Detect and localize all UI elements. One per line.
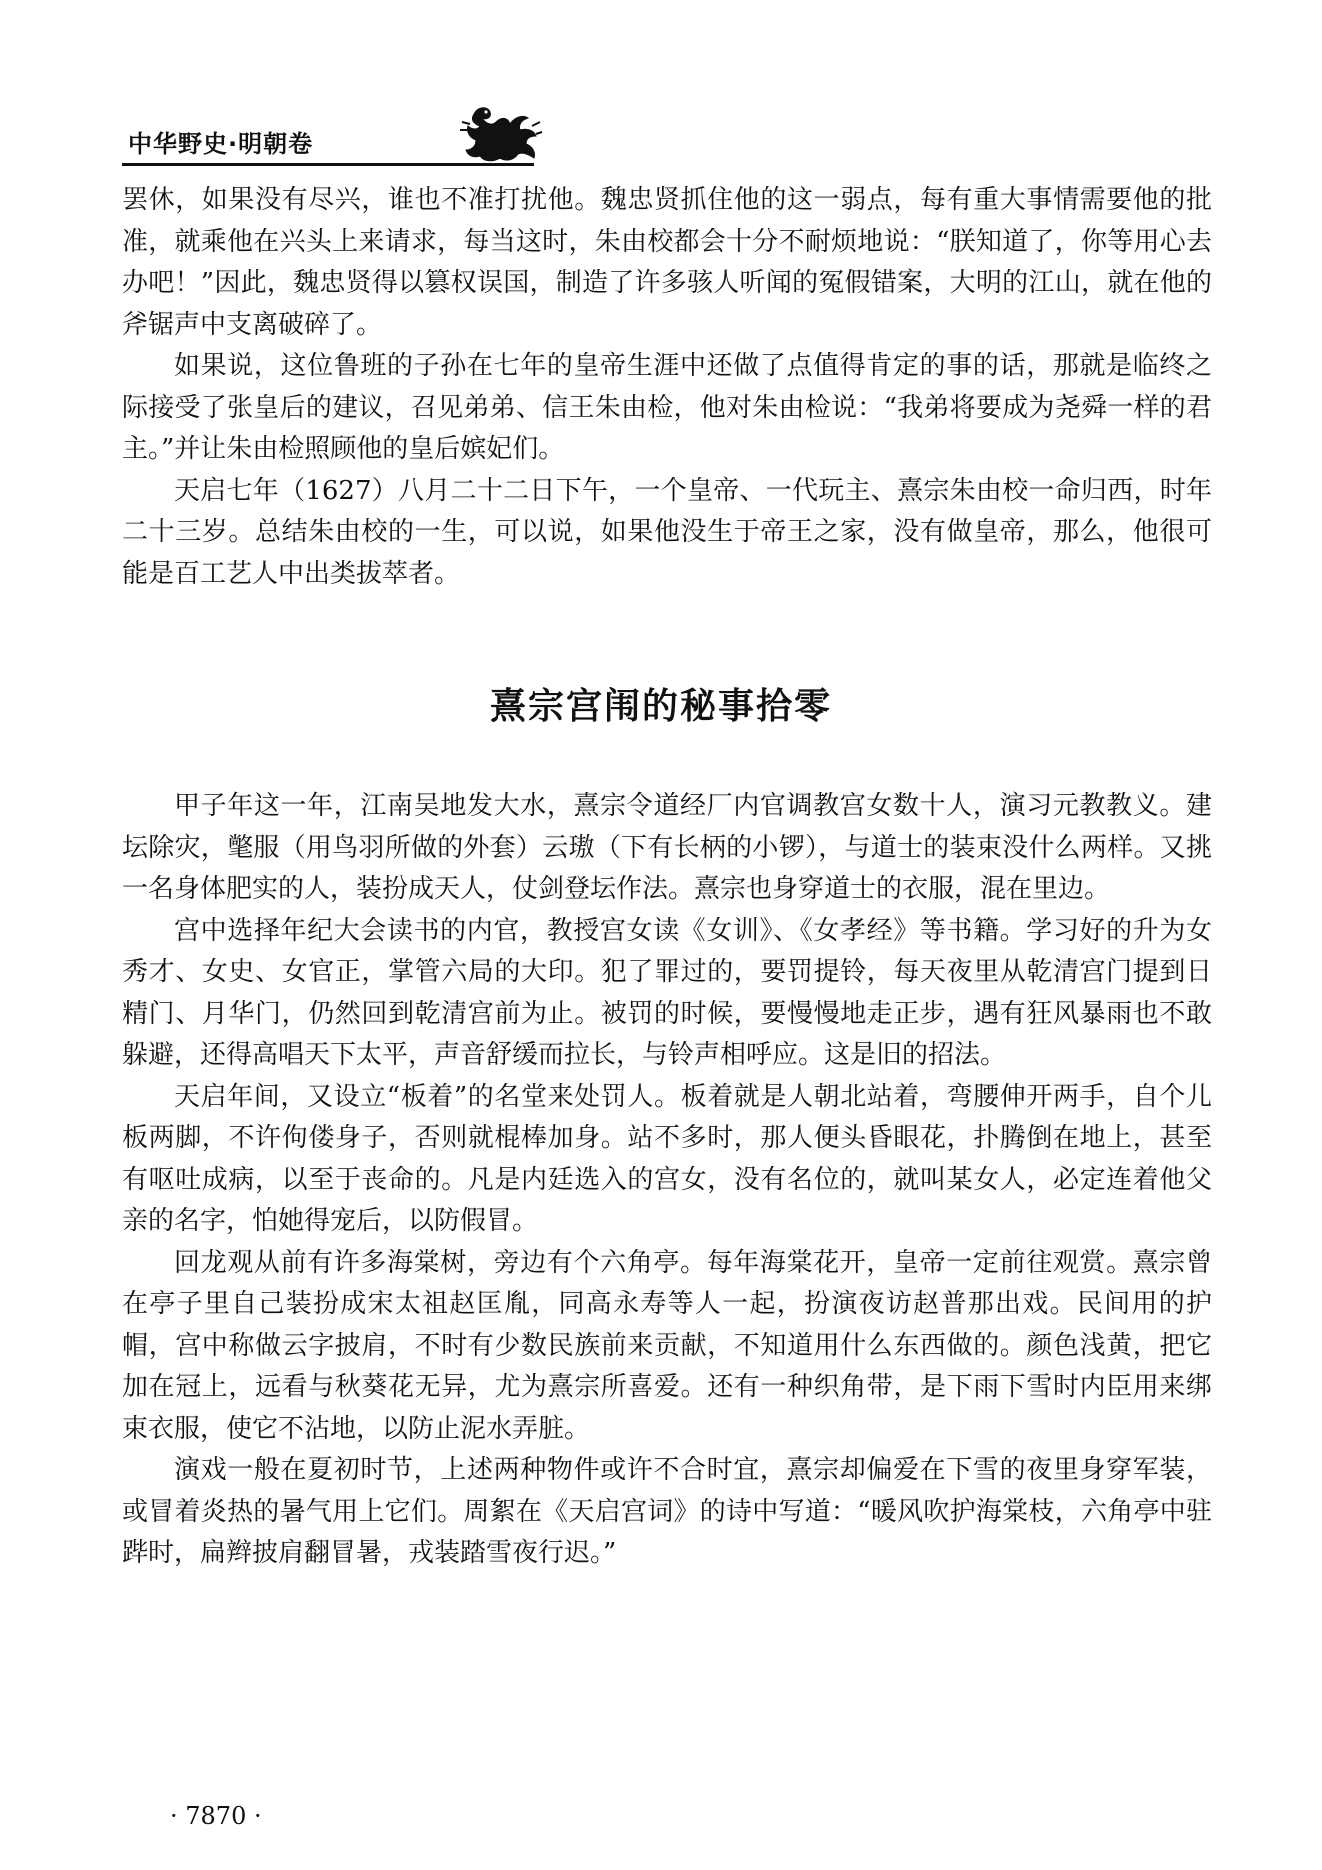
page-number: · 7870 · xyxy=(170,1802,262,1830)
header-rule xyxy=(122,163,534,166)
running-header-title: 中华野史·明朝卷 xyxy=(128,130,314,158)
paragraph: 宫中选择年纪大会读书的内官，教授宫女读《女训》、《女孝经》等书籍。学习好的升为女秀才、女史、女官正，掌管六局的大印。犯了罪过的，要罚提铃，每天夜里从乾清宫门提到日精门、月华门，仍然回到乾清宫前为止。被罚的时候，要慢慢地走正步，遇有狂风暴雨也不敢躲避，还得高唱天下太平，声音舒缓而拉长，与铃声相呼应。这是旧的招法。 xyxy=(122,915,1212,1070)
paragraph: 甲子年这一年，江南吴地发大水，熹宗令道经厂内官调教宫女数十人，演习元教教义。建坛除灾，氅服（用鸟羽所做的外套）云璈（下有长柄的小锣），与道士的装束没什么两样。又挑一名身体肥实的人，装扮成天人，仗剑登坛作法。熹宗也身穿道士的衣服，混在里边。 xyxy=(122,791,1212,904)
paragraph: 天启年间，又设立“板着”的名堂来处罚人。板着就是人朝北站着，弯腰伸开两手，自个儿板两脚，不许佝偻身子，否则就棍棒加身。站不多时，那人便头昏眼花，扑腾倒在地上，甚至有呕吐成病，以至于丧命的。凡是内廷选入的宫女，没有名位的，就叫某女人，必定连着他父亲的名字，怕她得宠后，以防假冒。 xyxy=(122,1081,1212,1236)
paragraph: 罢休，如果没有尽兴，谁也不准打扰他。魏忠贤抓住他的这一弱点，每有重大事情需要他的批准，就乘他在兴头上来请求，每当这时，朱由校都会十分不耐烦地说：“朕知道了，你等用心去办吧！”因此，魏忠贤得以篡权误国，制造了许多骇人听闻的冤假错案，大明的江山，就在他的斧锯声中支离破碎了。 xyxy=(122,185,1212,340)
body-text-top xyxy=(122,180,1212,595)
section-title: 熹宗宫闱的秘事拾零 xyxy=(489,686,832,727)
paragraph: 如果说，这位鲁班的子孙在七年的皇帝生涯中还做了点值得肯定的事的话，那就是临终之际接受了张皇后的建议，召见弟弟、信王朱由检，他对朱由检说：“我弟将要成为尧舜一样的君主。”并让朱由检照顾他的皇后嫔妃们。 xyxy=(122,351,1212,464)
paragraph: 演戏一般在夏初时节，上述两种物件或许不合时宜，熹宗却偏爱在下雪的夜里身穿军装，或冒着炎热的暑气用上它们。周絮在《天启宫词》的诗中写道：“暖风吹护海棠枝，六角亭中驻跸时，扁辫披肩翻冒暑，戎装踏雪夜行迟。” xyxy=(122,1455,1212,1568)
paragraph: 天启七年（1627）八月二十二日下午，一个皇帝、一代玩主、熹宗朱由校一命归西，时年二十三岁。总结朱由校的一生，可以说，如果他没生于帝王之家，没有做皇帝，那么，他很可能是百工艺人中出类拔萃者。 xyxy=(122,475,1212,589)
body-text-bottom xyxy=(122,786,1212,1575)
dragon-icon xyxy=(456,104,548,166)
paragraph: 回龙观从前有许多海棠树，旁边有个六角亭。每年海棠花开，皇帝一定前往观赏。熹宗曾在亭子里自己装扮成宋太祖赵匡胤，同高永寿等人一起，扮演夜访赵普那出戏。民间用的护帽，宫中称做云字披肩，不时有少数民族前来贡献，不知道用什么东西做的。颜色浅黄，把它加在冠上，远看与秋葵花无异，尤为熹宗所喜爱。还有一种织角带，是下雨下雪时内臣用来绑束衣服，使它不沾地，以防止泥水弄脏。 xyxy=(122,1247,1212,1444)
